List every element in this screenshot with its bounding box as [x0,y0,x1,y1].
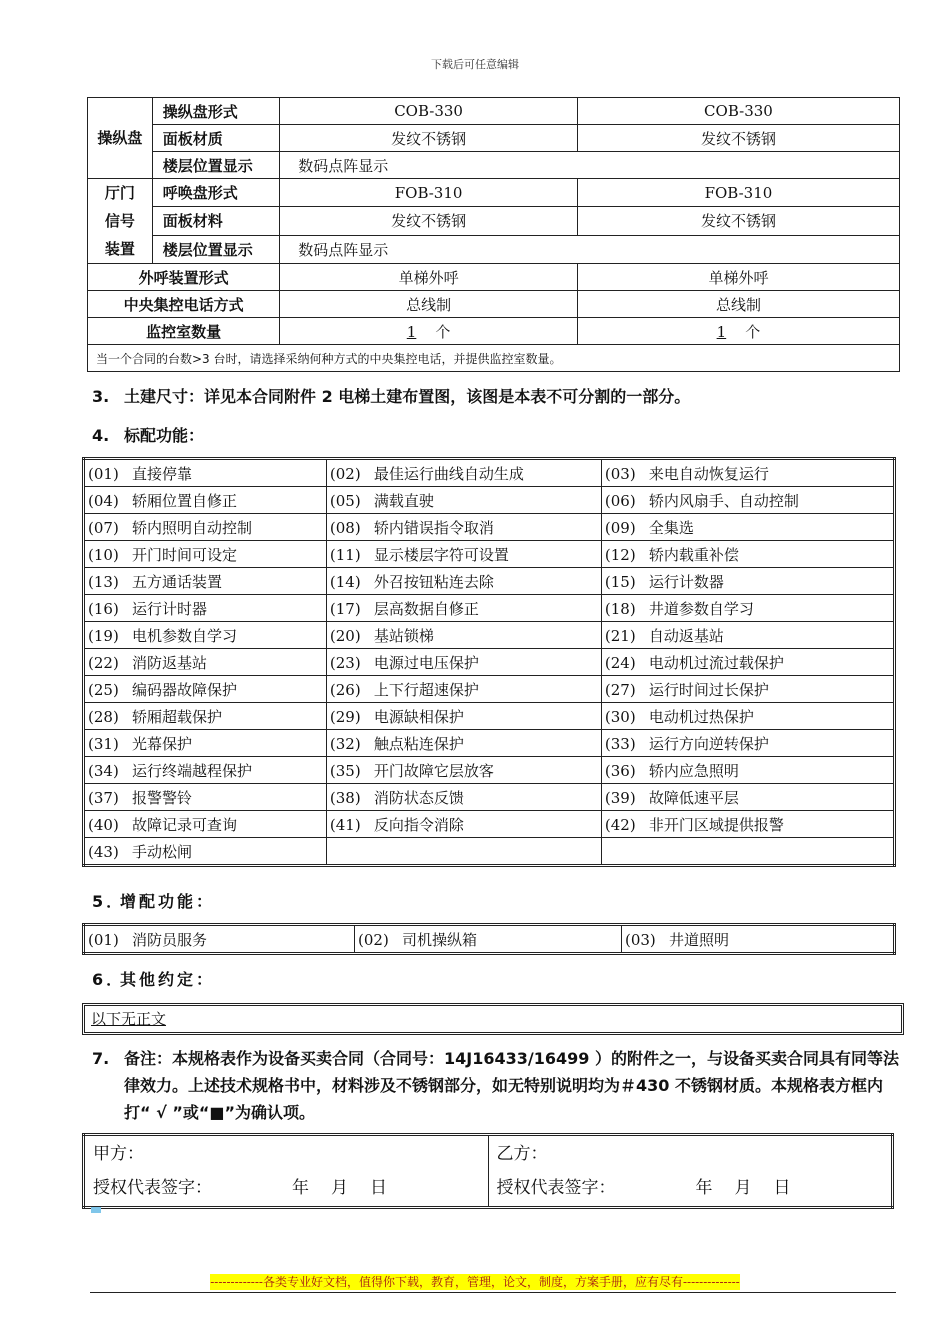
footer-banner [0,1273,950,1290]
section-6-heading [92,967,215,990]
feature-code: (40) [88,815,119,834]
feature-row [84,811,895,838]
standard-feature-item[interactable] [84,487,327,514]
phone-value-a: 总线制 [280,291,578,318]
standard-feature-item[interactable] [84,459,327,487]
party-b-signature-line[interactable]: 授权代表签字： 年 月 日 [496,1178,791,1198]
section-4-number: 4. [92,426,110,445]
phone-label: 中央集控电话方式 [88,291,280,318]
standard-feature-item[interactable] [84,622,327,649]
monitor-count-b[interactable]: 1 [716,322,727,341]
standard-feature-item[interactable] [601,649,894,676]
standard-feature-item[interactable] [326,730,601,757]
feature-code: (05) [329,491,361,510]
hall-form-value-b: FOB-310 [577,179,899,207]
feature-code: (35) [329,761,361,780]
standard-feature-item[interactable] [84,730,327,757]
added-feature-item[interactable]: (03) 井道照明 [621,925,894,954]
standard-feature-item[interactable] [601,622,894,649]
standard-feature-item[interactable] [601,757,894,784]
feature-row [84,676,895,703]
outcall-value-a: 单梯外呼 [280,264,578,291]
standard-feature-item[interactable] [326,459,601,487]
standard-feature-item[interactable] [84,649,327,676]
feature-name: 显示楼层字符可设置 [373,545,509,564]
feature-name: 触点粘连保护 [373,734,464,753]
hall-panel-value-a: 发纹不锈钢 [280,207,578,235]
feature-row [84,838,895,866]
op-panel-label: 面板材质 [152,125,280,152]
text-cursor-marker [91,1207,101,1213]
feature-code: (38) [329,788,361,807]
feature-code: (13) [88,572,119,591]
standard-feature-item[interactable] [326,541,601,568]
feature-name: 轿厢位置自修正 [132,491,238,510]
feature-code: (18) [604,599,636,618]
feature-code: (12) [604,545,636,564]
section-6-number: 6． [92,970,126,989]
feature-code: (31) [88,734,119,753]
added-feature-item[interactable]: (01) 消防员服务 [84,925,355,954]
standard-feature-item[interactable] [601,541,894,568]
feature-row [84,649,895,676]
feature-name: 运行时间过长保护 [648,680,769,699]
section-6-text: 其他约定： [120,970,216,989]
standard-feature-item[interactable] [84,541,327,568]
spec-note: 当一个合同的台数>3 台时，请选择采纳何种方式的中央集控电话，并提供监控室数量。 [88,345,900,372]
hall-form-label: 呼唤盘形式 [152,179,280,207]
hall-panel-value-b: 发纹不锈钢 [577,207,899,235]
feature-name: 外召按钮粘连去除 [373,572,494,591]
section-5-text: 增配功能： [120,892,216,911]
party-b-cell [488,1135,893,1208]
standard-feature-item[interactable] [326,514,601,541]
feature-code: (21) [604,626,636,645]
group-hall-signal [88,179,153,264]
op-panel-value-b: 发纹不锈钢 [577,125,899,152]
feature-name: 电源过电压保护 [373,653,479,672]
feature-name: 上下行超速保护 [373,680,479,699]
feature-name: 电动机过热保护 [648,707,754,726]
feature-row [84,784,895,811]
feature-code: (04) [88,491,119,510]
feature-code: (33) [604,734,636,753]
feature-code: (42) [604,815,636,834]
feature-row [84,487,895,514]
feature-row [84,459,895,487]
feature-name: 轿内风扇手、自动控制 [648,491,799,510]
standard-feature-item[interactable] [84,757,327,784]
other-agreement-text: 以下无正文 [91,1010,167,1028]
feature-name: 五方通话装置 [132,572,223,591]
feature-name: 自动返基站 [648,626,724,645]
section-3-heading [92,384,690,407]
party-b-label: 乙方： [496,1144,548,1164]
standard-features-table [82,457,896,867]
feature-code: (22) [88,653,119,672]
feature-name: 井道参数自学习 [648,599,754,618]
group-hall-line-3: 装置 [104,240,135,258]
party-a-label: 甲方： [93,1144,144,1164]
monitor-value-b [577,318,899,345]
monitor-unit-a: 个 [435,322,451,341]
feature-name: 光幕保护 [132,734,193,753]
standard-feature-item[interactable] [84,568,327,595]
feature-code: (37) [88,788,119,807]
feature-name: 开门时间可设定 [132,545,238,564]
op-form-value-a: COB-330 [280,98,578,125]
standard-feature-item[interactable] [326,784,601,811]
feature-name: 手动松闸 [132,842,193,861]
outcall-value-b: 单梯外呼 [577,264,899,291]
feature-name: 满载直驶 [373,491,434,510]
feature-name: 消防返基站 [132,653,208,672]
feature-code: (41) [329,815,361,834]
standard-feature-item [601,838,894,866]
feature-code: (30) [604,707,636,726]
feature-name: 电动机过流过载保护 [648,653,784,672]
feature-row [84,622,895,649]
feature-name: 直接停靠 [132,464,193,483]
feature-name: 编码器故障保护 [132,680,238,699]
standard-feature-item[interactable] [601,514,894,541]
group-hall-line-2: 信号 [104,212,135,230]
section-4-heading [92,423,204,446]
feature-code: (26) [329,680,361,699]
feature-name: 来电自动恢复运行 [648,464,769,483]
feature-name: 开门故障它层放客 [373,761,494,780]
feature-code: (23) [329,653,361,672]
party-a-cell [84,1135,489,1208]
feature-name: 全集选 [648,518,694,537]
standard-feature-item[interactable] [601,676,894,703]
section-5-number: 5． [92,892,126,911]
standard-feature-item[interactable] [601,784,894,811]
feature-code: (25) [88,680,119,699]
feature-code: (17) [329,599,361,618]
feature-code: (08) [329,518,361,537]
feature-code: (29) [329,707,361,726]
feature-name: 轿内错误指令取消 [373,518,494,537]
feature-name: 轿厢超载保护 [132,707,223,726]
feature-name: 非开门区域提供报警 [648,815,784,834]
section-3-text: 土建尺寸：详见本合同附件 2 电梯土建布置图，该图是本表不可分割的一部分。 [124,387,691,406]
standard-feature-item[interactable] [84,811,327,838]
standard-feature-item[interactable] [326,757,601,784]
standard-feature-item[interactable] [84,784,327,811]
feature-code: (10) [88,545,119,564]
feature-code: (14) [329,572,361,591]
feature-code: (39) [604,788,636,807]
standard-feature-item[interactable] [601,811,894,838]
standard-feature-item[interactable] [326,703,601,730]
standard-feature-item[interactable] [326,622,601,649]
section-4-text: 标配功能： [124,426,205,445]
standard-feature-item[interactable] [84,703,327,730]
feature-name: 故障低速平层 [648,788,739,807]
section-5-heading [92,889,215,912]
feature-name: 运行计时器 [132,599,208,618]
section-7-number: 7. [92,1049,110,1068]
monitor-unit-b: 个 [745,322,761,341]
feature-name: 运行计数器 [648,572,724,591]
standard-feature-item[interactable] [326,595,601,622]
footer-banner-text: -------------各类专业好文档，值得你下载，教育，管理，论文，制度，方案手册，应有尽有-------------- [210,1275,740,1289]
standard-feature-item[interactable] [84,514,327,541]
footer-divider [90,1292,896,1293]
standard-feature-item [326,838,601,866]
signature-table [82,1133,894,1209]
feature-name: 基站锁梯 [373,626,434,645]
section-3-number: 3. [92,387,110,406]
feature-name: 轿内应急照明 [648,761,739,780]
other-agreement-box [82,1003,904,1035]
feature-name: 电源缺相保护 [373,707,464,726]
hall-floor-label: 楼层位置显示 [152,235,280,263]
op-floor-label: 楼层位置显示 [152,152,280,179]
added-feature-item[interactable]: (02) 司机操纵箱 [355,925,622,954]
feature-code: (43) [88,842,119,861]
feature-row [84,757,895,784]
phone-value-b: 总线制 [577,291,899,318]
feature-name: 轿内载重补偿 [648,545,739,564]
op-panel-value-a: 发纹不锈钢 [280,125,578,152]
feature-code: (15) [604,572,636,591]
feature-code: (32) [329,734,361,753]
feature-code: (07) [88,518,119,537]
standard-feature-item[interactable] [326,487,601,514]
feature-row [84,730,895,757]
feature-code: (19) [88,626,119,645]
standard-feature-item[interactable] [601,595,894,622]
standard-feature-item[interactable] [326,811,601,838]
feature-code: (34) [88,761,119,780]
feature-row [84,595,895,622]
feature-row [84,514,895,541]
feature-code: (36) [604,761,636,780]
op-floor-value: 数码点阵显示 [280,152,900,179]
hall-panel-label: 面板材料 [152,207,280,235]
feature-name: 运行方向逆转保护 [648,734,769,753]
feature-code: (11) [329,545,361,564]
feature-name: 轿内照明自动控制 [132,518,253,537]
feature-row [84,703,895,730]
monitor-count-a[interactable]: 1 [406,322,417,341]
feature-code: (09) [604,518,636,537]
feature-name: 运行终端越程保护 [132,761,253,780]
feature-code: (02) [329,464,361,483]
standard-feature-item[interactable] [601,703,894,730]
standard-feature-item[interactable] [601,487,894,514]
section-7-text: 备注：本规格表作为设备买卖合同（合同号：14J16433/16499 ）的附件之一，与设备买卖合同具有同等法律效力。上述技术规格书中，材料涉及不锈钢部分，如无特别说明均为＃430 不锈钢材质。本规格表方框内打“ √ ”或“■”为确认项。 [124,1049,899,1122]
standard-feature-item[interactable] [326,649,601,676]
standard-feature-item[interactable] [601,730,894,757]
feature-row [84,568,895,595]
standard-feature-item[interactable] [326,676,601,703]
feature-name: 故障记录可查询 [132,815,238,834]
standard-feature-item[interactable] [84,595,327,622]
group-hall-line-1: 厅门 [104,184,135,202]
standard-feature-item[interactable] [601,568,894,595]
feature-name: 消防状态反馈 [373,788,464,807]
standard-feature-item[interactable] [84,838,327,866]
feature-code: (01) [88,464,119,483]
monitor-value-a [280,318,578,345]
op-form-value-b: COB-330 [577,98,899,125]
party-a-signature-line[interactable]: 授权代表签字： 年 月 日 [93,1178,387,1198]
monitor-label: 监控室数量 [88,318,280,345]
feature-code: (16) [88,599,119,618]
standard-feature-item[interactable] [601,459,894,487]
hall-form-value-a: FOB-310 [280,179,578,207]
hall-floor-value: 数码点阵显示 [280,235,900,263]
feature-code: (24) [604,653,636,672]
feature-name: 层高数据自修正 [373,599,479,618]
feature-name: 电机参数自学习 [132,626,238,645]
feature-code: (03) [604,464,636,483]
feature-code: (20) [329,626,361,645]
feature-name: 最佳运行曲线自动生成 [373,464,524,483]
feature-code: (28) [88,707,119,726]
section-7-remark [92,1045,902,1126]
feature-name: 报警警铃 [132,788,193,807]
feature-code: (06) [604,491,636,510]
feature-name: 反向指令消除 [373,815,464,834]
standard-feature-item[interactable] [326,568,601,595]
feature-row [84,541,895,568]
group-operating-panel: 操纵盘 [88,98,153,179]
feature-code: (27) [604,680,636,699]
page-header: 下载后可任意编辑 [431,58,519,71]
standard-feature-item[interactable] [84,676,327,703]
outcall-label: 外呼装置形式 [88,264,280,291]
added-features-table [82,923,896,955]
spec-table [87,97,900,372]
op-form-label: 操纵盘形式 [152,98,280,125]
